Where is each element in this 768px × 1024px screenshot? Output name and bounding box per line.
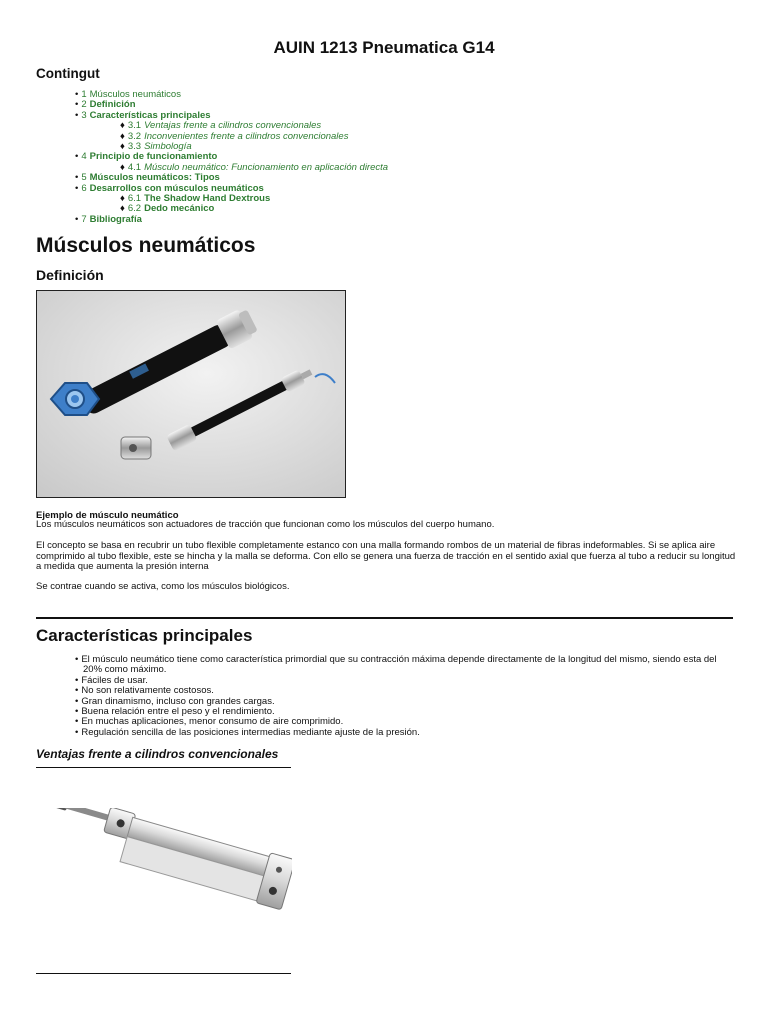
toc-item-number[interactable]: 3.1 [127, 120, 142, 132]
features-list [75, 655, 725, 738]
toc-bullet: ♦ [120, 193, 125, 205]
toc-item-link[interactable]: Desarrollos con músculos neumáticos [89, 182, 264, 194]
toc-item-link[interactable]: Inconvenientes frente a cilindros convencionales [144, 130, 349, 142]
list-bullet: • [75, 654, 79, 665]
feature-text: No son relativamente costosos. [81, 685, 214, 697]
toc-item[interactable] [75, 215, 388, 225]
toc-item-number[interactable]: 7 [81, 213, 87, 225]
pneumatic-muscle-illustration [37, 291, 345, 497]
toc-item-number[interactable]: 6.1 [127, 193, 142, 205]
figure-bottom-rule [36, 973, 291, 974]
toc-item-number[interactable]: 2 [81, 99, 87, 111]
toc-bullet: ♦ [120, 161, 125, 173]
toc-bullet: ♦ [120, 120, 125, 132]
toc-item-link[interactable]: Músculos neumáticos: Tipos [89, 172, 220, 184]
toc-item-link[interactable]: The Shadow Hand Dextrous [144, 193, 271, 205]
toc-item-link[interactable]: Características principales [89, 109, 211, 121]
feature-text: Buena relación entre el peso y el rendimiento. [81, 706, 275, 718]
page-title: AUIN 1213 Pneumatica G14 [273, 38, 495, 57]
toc-bullet: ♦ [120, 203, 125, 215]
section-heading-caracteristicas: Características principales [36, 626, 253, 645]
feature-list-item [75, 655, 725, 676]
subheading-ventajas: Ventajas frente a cilindros convencionales [36, 747, 279, 761]
list-bullet: • [75, 726, 79, 738]
list-bullet: • [75, 716, 79, 728]
toc-item-number[interactable]: 6 [81, 182, 87, 194]
section-divider [36, 617, 733, 619]
toc-item-link[interactable]: Bibliografía [89, 213, 142, 225]
feature-text: El músculo neumático tiene como característica primordial que su contracción máxima depende directamente de la longitud del mismo, siendo esta del 20% como máximo. [81, 654, 717, 676]
toc-bullet: ♦ [120, 130, 125, 142]
toc-item-link[interactable]: Definición [89, 99, 136, 111]
list-bullet: • [75, 695, 79, 707]
paragraph-concept: El concepto se basa en recubrir un tubo flexible completamente estanco con una malla formando rombos de un material de fibras indeformables. Si se aplica aire comprimido al tubo flexible, este se hincha y la malla se deforma. Con ello se genera una fuerza de tracción en el sentido axial que fuerza al tubo a reducir su longitud a medida que aumenta la presión interna [36, 540, 736, 573]
pneumatic-muscle-photo [36, 290, 346, 498]
toc-item-number[interactable]: 3.2 [127, 130, 142, 142]
feature-list-item [75, 728, 725, 738]
toc-bullet: • [75, 109, 79, 121]
toc-bullet: • [75, 182, 79, 194]
toc-item-link[interactable]: Simbología [144, 141, 192, 153]
list-bullet: • [75, 685, 79, 697]
toc-item-number[interactable]: 4 [81, 151, 87, 163]
paragraph-contraction: Se contrae cuando se activa, como los músculos biológicos. [36, 581, 290, 592]
toc-item-number[interactable]: 4.1 [127, 161, 142, 173]
feature-text: En muchas aplicaciones, menor consumo de aire comprimido. [81, 716, 344, 728]
conventional-cylinder-photo [36, 808, 292, 928]
toc-bullet: • [75, 172, 79, 184]
toc-bullet: • [75, 89, 79, 100]
feature-text: Gran dinamismo, incluso con grandes cargas. [81, 695, 275, 707]
list-bullet: • [75, 674, 79, 686]
toc-bullet: • [75, 99, 79, 111]
paragraph-intro: Los músculos neumáticos son actuadores de tracción que funcionan como los músculos del cuerpo humano. [36, 519, 495, 530]
section-heading-musculos: Músculos neumáticos [36, 234, 256, 257]
toc-item-link[interactable]: Principio de funcionamiento [89, 151, 218, 163]
toc-bullet: • [75, 151, 79, 163]
toc-item-link[interactable]: Dedo mecánico [144, 203, 215, 215]
toc-heading: Contingut [36, 66, 100, 81]
pneumatic-cylinder-illustration [36, 808, 292, 928]
table-of-contents [75, 90, 388, 225]
toc-item-link[interactable]: Ventajas frente a cilindros convencionales [144, 120, 322, 132]
toc-item-number[interactable]: 6.2 [127, 203, 142, 215]
toc-bullet: ♦ [120, 141, 125, 153]
subheading-underline [36, 767, 291, 768]
toc-item-number[interactable]: 5 [81, 172, 87, 184]
toc-item-number[interactable]: 3 [81, 109, 87, 121]
toc-item-number[interactable]: 3.3 [127, 141, 142, 153]
toc-bullet: • [75, 213, 79, 225]
toc-item-link[interactable]: Músculos neumáticos [89, 89, 181, 100]
subheading-definicion: Definición [36, 267, 104, 283]
list-bullet: • [75, 706, 79, 718]
feature-text: Fáciles de usar. [81, 674, 148, 686]
figure-caption: Ejemplo de músculo neumático [36, 510, 179, 521]
feature-text: Regulación sencilla de las posiciones intermedias mediante ajuste de la presión. [81, 726, 420, 738]
toc-item-number[interactable]: 1 [81, 89, 87, 100]
toc-item-link[interactable]: Músculo neumático: Funcionamiento en aplicación directa [144, 161, 389, 173]
